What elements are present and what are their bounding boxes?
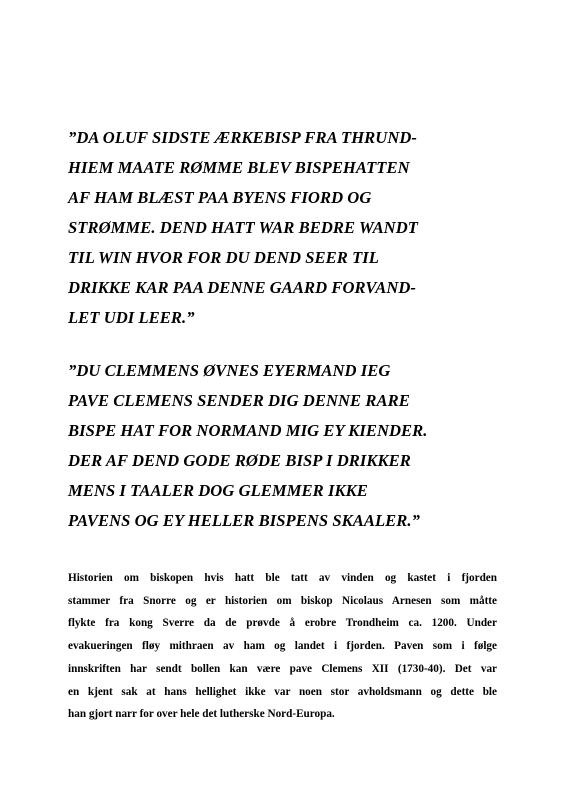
verse-line: AF HAM BLÆST PAA BYENS FIORD OG <box>68 188 372 207</box>
paragraph-line: stammer fra Snorre og er historien om biskop Nicolaus Arnesen som måtte <box>68 594 497 607</box>
verse-line: PAVE CLEMENS SENDER DIG DENNE RARE <box>68 391 410 410</box>
verse-line: HIEM MAATE RØMME BLEV BISPEHATTEN <box>68 158 410 177</box>
verse-line: PAVENS OG EY HELLER BISPENS SKAALER.” <box>68 511 420 530</box>
paragraph-line: han gjort narr for over hele det lutherske Nord-Europa. <box>68 708 335 721</box>
verse-line: STRØMME. DEND HATT WAR BEDRE WANDT <box>68 218 418 237</box>
verse-line: ”DA OLUF SIDSTE ÆRKEBISP FRA THRUND- <box>68 128 417 147</box>
verse-line: BISPE HAT FOR NORMAND MIG EY KIENDER. <box>68 421 428 440</box>
verse-line: TIL WIN HVOR FOR DU DEND SEER TIL <box>68 248 379 267</box>
verse-line: DRIKKE KAR PAA DENNE GAARD FORVAND- <box>68 278 417 297</box>
verse-line: LET UDI LEER.” <box>68 308 195 327</box>
verse-line: MENS I TAALER DOG GLEMMER IKKE <box>68 481 368 500</box>
paragraph-line: flykte fra kong Sverre da de prøvde å erobre Trondheim ca. 1200. Under <box>68 617 497 630</box>
verse-line: DER AF DEND GODE RØDE BISP I DRIKKER <box>68 451 411 470</box>
paragraph-line: innskriften har sendt bollen kan være pave Clemens XII (1730-40). Det var <box>68 662 497 675</box>
paragraph-line: Historien om biskopen hvis hatt ble tatt av vinden og kastet i fjorden <box>68 572 497 584</box>
paragraph-line: en kjent sak at hans hellighet ikke var noen stor avholdsmann og dette ble <box>68 685 497 698</box>
commentary-paragraph <box>68 567 497 726</box>
inscription-verse-1 <box>68 123 508 333</box>
verse-line: ”DU CLEMMENS ØVNES EYERMAND IEG <box>68 361 391 380</box>
inscription-verse-2 <box>68 356 508 536</box>
paragraph-line: evakueringen fløy mithraen av ham og landet i fjorden. Paven som i følge <box>68 640 497 653</box>
